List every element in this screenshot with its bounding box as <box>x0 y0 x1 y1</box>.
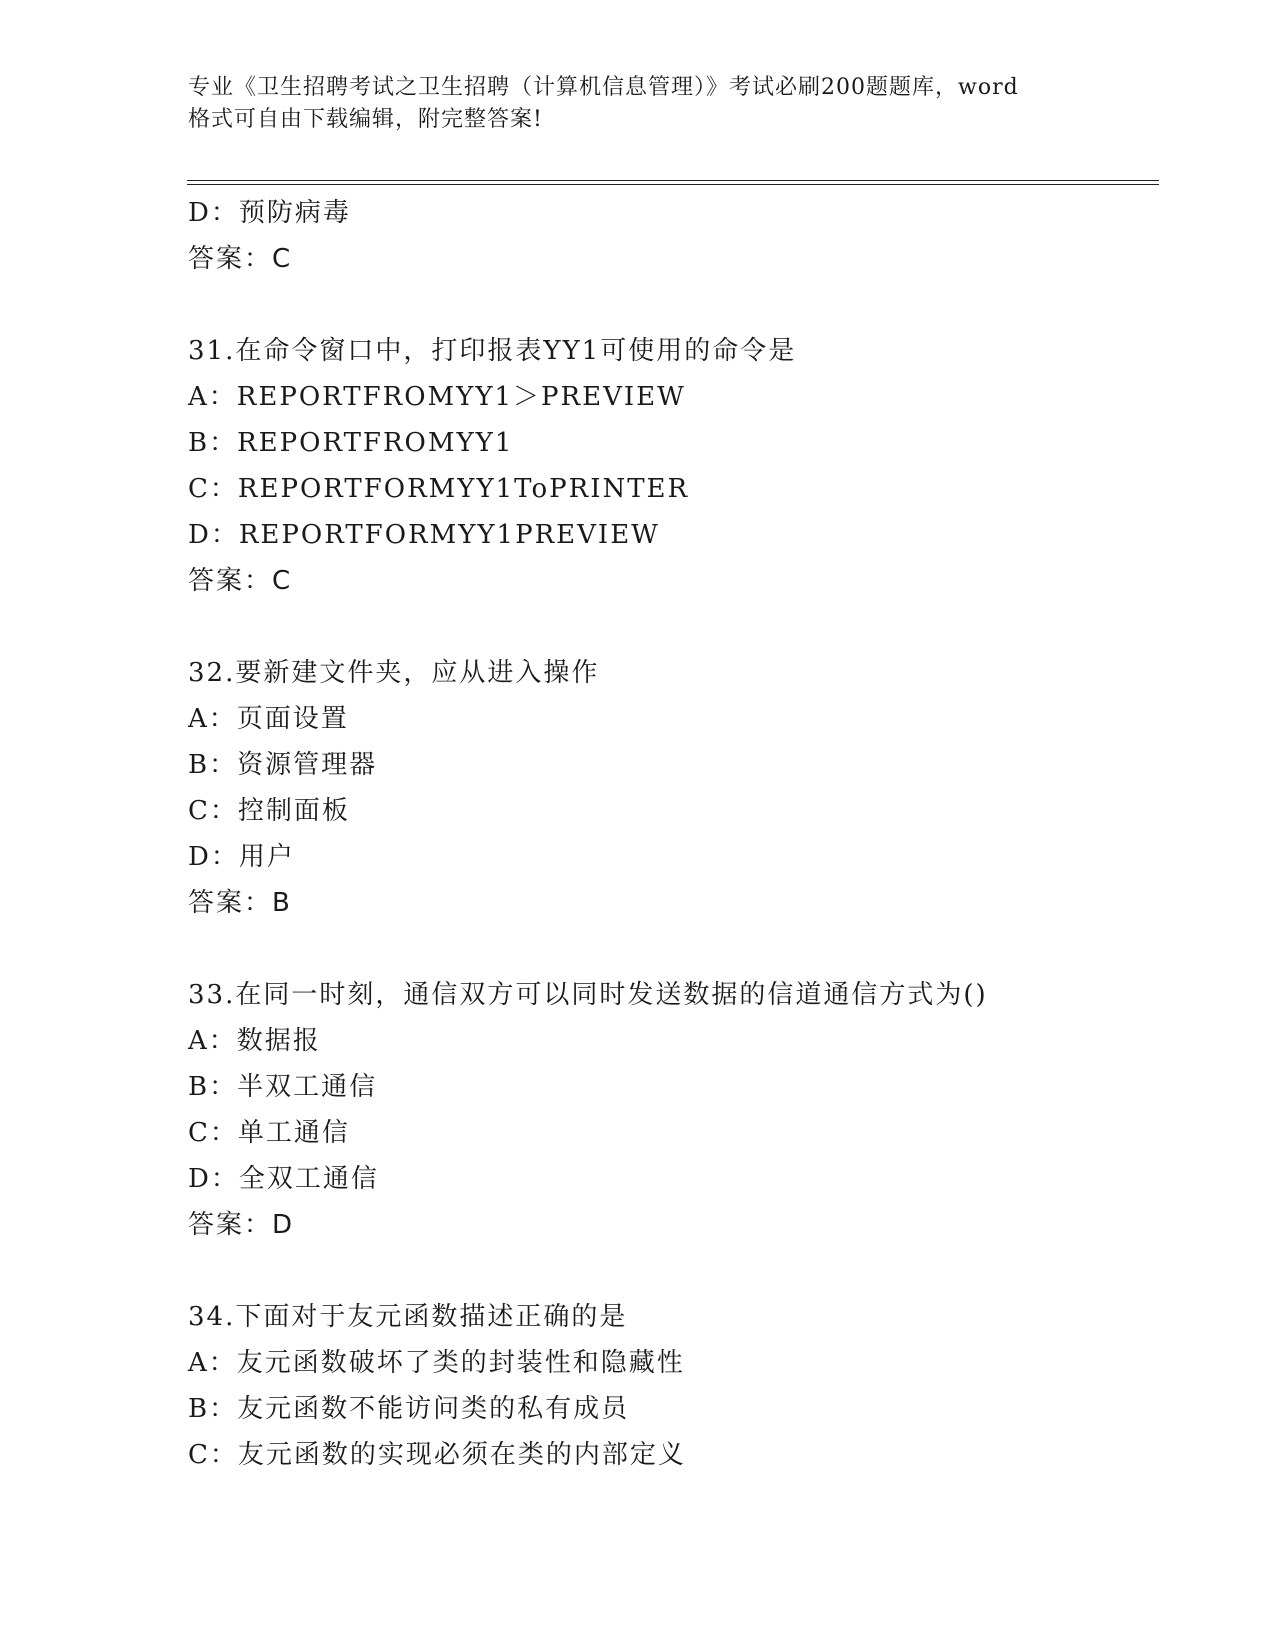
answer-line: 答案：D <box>188 1210 295 1240</box>
header-line-2: 格式可自由下载编辑，附完整答案! <box>188 107 543 132</box>
spacer <box>188 604 1148 650</box>
option-c: C：控制面板 <box>188 796 350 826</box>
answer-line: 答案：C <box>188 244 293 274</box>
header-divider-bottom <box>187 184 1159 185</box>
document-header <box>188 72 1088 136</box>
option-b: B：半双工通信 <box>188 1072 378 1102</box>
option-d: D：全双工通信 <box>188 1164 379 1194</box>
option-a: A：数据报 <box>188 1026 321 1056</box>
option-b: B：友元函数不能访问类的私有成员 <box>188 1394 630 1424</box>
option-d: D：REPORTFORMYY1PREVIEW <box>188 520 660 550</box>
question-block-31 <box>188 328 1148 604</box>
question-list <box>188 190 1148 1478</box>
option-a: A：页面设置 <box>188 704 349 734</box>
option-b: B：REPORTFROMYY1 <box>188 428 514 458</box>
option-b: B：资源管理器 <box>188 750 378 780</box>
spacer <box>188 282 1148 328</box>
option-d: D：预防病毒 <box>188 198 351 228</box>
question-block-33 <box>188 972 1148 1248</box>
spacer <box>188 926 1148 972</box>
option-c: C：REPORTFORMYY1ToPRINTER <box>188 474 690 504</box>
question-block-34 <box>188 1294 1148 1478</box>
answer-line: 答案：B <box>188 888 292 918</box>
question-text: 31.在命令窗口中，打印报表YY1可使用的命令是 <box>188 336 797 366</box>
question-text: 32.要新建文件夹，应从进入操作 <box>188 658 600 688</box>
option-d: D：用户 <box>188 842 295 872</box>
option-c: C：友元函数的实现必须在类的内部定义 <box>188 1440 686 1470</box>
question-text: 33.在同一时刻，通信双方可以同时发送数据的信道通信方式为() <box>188 980 988 1010</box>
header-line-1: 专业《卫生招聘考试之卫生招聘（计算机信息管理）》考试必刷200题题库，word <box>188 75 1019 100</box>
answer-line: 答案：C <box>188 566 293 596</box>
header-divider-top <box>187 180 1159 181</box>
question-block-30 <box>188 190 1148 282</box>
option-a: A：REPORTFROMYY1＞PREVIEW <box>188 382 686 412</box>
spacer <box>188 1248 1148 1294</box>
question-text: 34.下面对于友元函数描述正确的是 <box>188 1302 628 1332</box>
option-c: C：单工通信 <box>188 1118 350 1148</box>
question-block-32 <box>188 650 1148 926</box>
option-a: A：友元函数破坏了类的封装性和隐藏性 <box>188 1348 685 1378</box>
